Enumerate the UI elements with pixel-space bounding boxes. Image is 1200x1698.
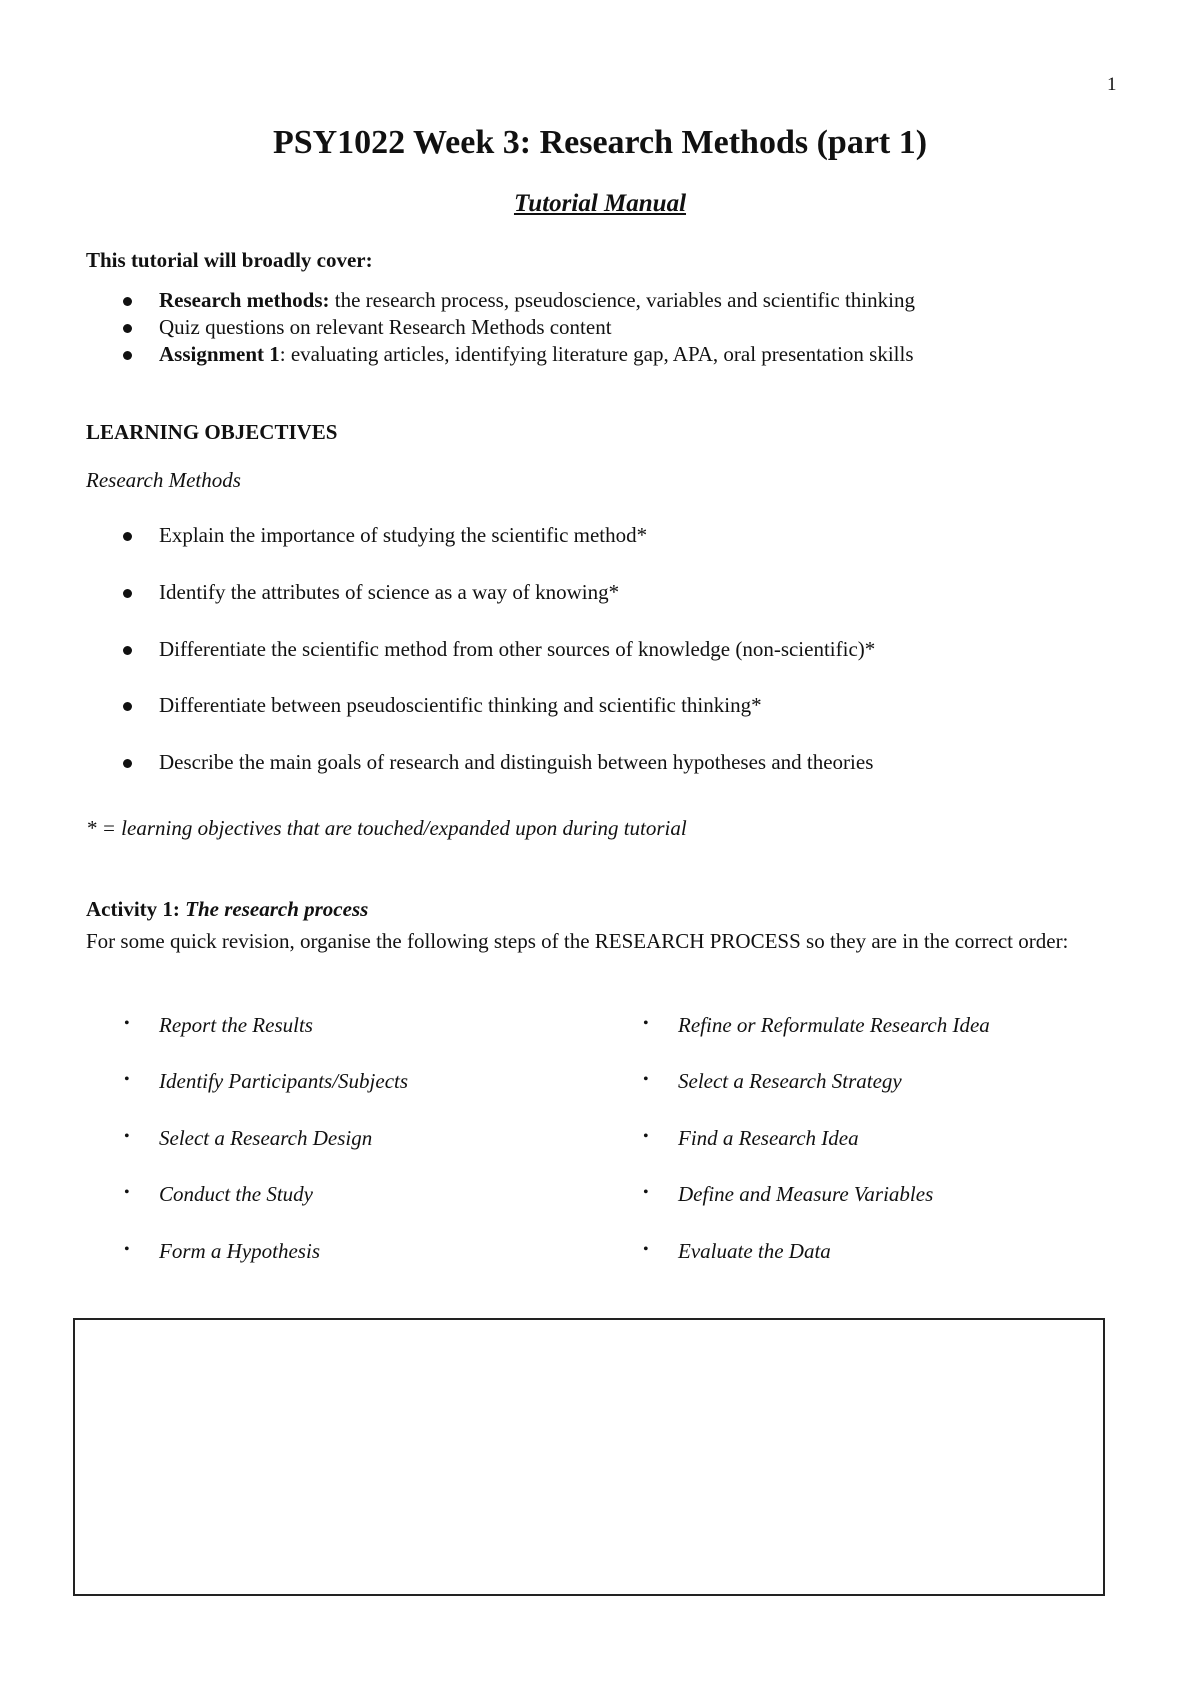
bullet-dot: • [124,1241,130,1258]
bullet-dot [123,589,132,598]
step-text: Conduct the Study [159,1182,313,1206]
objective-text: Identify the attributes of science as a way of knowing* [159,580,620,604]
objective-text: Describe the main goals of research and distinguish between hypotheses and theories [159,750,874,774]
bullet-dot: • [643,1071,649,1088]
bullet-dot: • [124,1128,130,1145]
activity-name: The research process [185,897,369,921]
activity-label: Activity 1: [86,897,180,921]
bullet-dot: • [643,1015,649,1032]
step-text: Identify Participants/Subjects [159,1069,409,1093]
bullet-dot: • [643,1184,649,1201]
document-subtitle: Tutorial Manual [513,190,687,217]
bullet-dot: • [124,1015,130,1032]
cover-item-bold: Research methods: [159,288,330,312]
step-text: Refine or Reformulate Research Idea [678,1013,990,1037]
bullet-dot: • [643,1241,649,1258]
cover-item-text: Quiz questions on relevant Research Methods content [159,315,612,339]
objective-text: Differentiate between pseudoscientific thinking and scientific thinking* [159,693,762,717]
cover-item-bold: Assignment 1 [159,342,280,366]
cover-item-text: the research process, pseudoscience, variables and scientific thinking [329,288,915,312]
step-text: Find a Research Idea [678,1126,859,1150]
cover-item-text: : evaluating articles, identifying literature gap, APA, oral presentation skills [279,342,914,366]
objectives-subheading: Research Methods [86,468,241,492]
bullet-dot: • [124,1071,130,1088]
step-text: Define and Measure Variables [678,1182,934,1206]
activity-heading [86,896,368,923]
bullet-dot: • [124,1184,130,1201]
step-text: Evaluate the Data [678,1239,831,1263]
bullet-dot [123,702,132,711]
step-text: Select a Research Design [159,1126,373,1150]
bullet-dot [123,297,132,306]
bullet-dot [123,532,132,541]
bullet-dot [123,351,132,360]
document-title: PSY1022 Week 3: Research Methods (part 1) [272,124,928,161]
cover-heading: This tutorial will broadly cover: [86,248,373,272]
step-text: Select a Research Strategy [678,1069,902,1093]
bullet-dot [123,759,132,768]
answer-box[interactable] [73,1318,1105,1596]
objective-text: Explain the importance of studying the scientific method* [159,523,648,547]
step-text: Report the Results [159,1013,313,1037]
activity-instructions: For some quick revision, organise the following steps of the RESEARCH PROCESS so they are in the correct order: [86,929,1069,953]
objectives-note: * = learning objectives that are touched/expanded upon during tutorial [86,816,687,840]
objectives-heading: LEARNING OBJECTIVES [86,420,338,444]
objective-text: Differentiate the scientific method from other sources of knowledge (non-scientific)* [159,637,876,661]
page-number: 1 [1107,74,1117,95]
step-text: Form a Hypothesis [159,1239,320,1263]
bullet-dot [123,324,132,333]
bullet-dot: • [643,1128,649,1145]
bullet-dot [123,646,132,655]
